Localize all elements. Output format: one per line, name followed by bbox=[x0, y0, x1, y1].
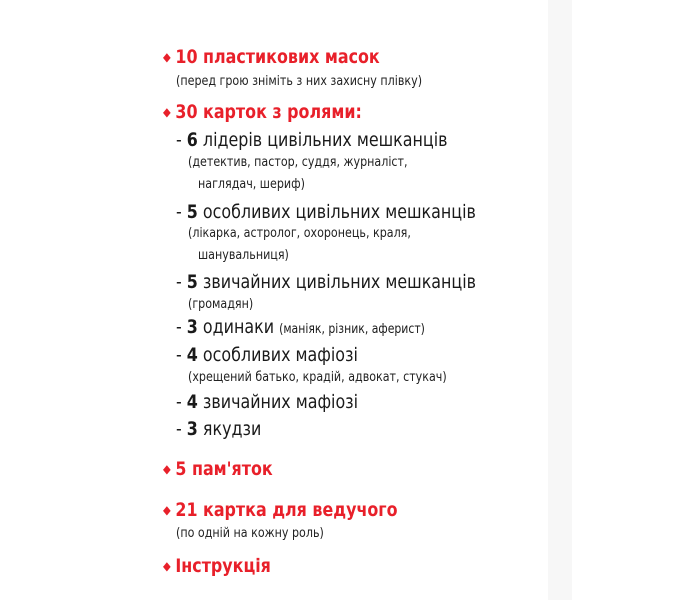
diamond-bullet-icon: ◆ bbox=[163, 559, 171, 573]
sub-note: шанувальниця) bbox=[198, 248, 289, 263]
diamond-bullet-icon: ◆ bbox=[163, 503, 171, 517]
sub-count: 6 bbox=[186, 129, 198, 151]
list-item bbox=[163, 458, 273, 480]
sub-dash: - bbox=[176, 316, 182, 338]
item-title: Інструкція bbox=[175, 555, 271, 577]
sub-label: звичайних мафіозі bbox=[202, 391, 359, 413]
sub-inline-note: (маніяк, різник, аферист) bbox=[279, 322, 425, 337]
sub-item bbox=[176, 344, 358, 366]
sub-item bbox=[176, 418, 261, 440]
sub-dash: - bbox=[176, 344, 182, 366]
item-note: (по одній на кожну роль) bbox=[176, 526, 324, 541]
sub-count: 3 bbox=[186, 418, 198, 440]
sub-count: 4 bbox=[186, 391, 198, 413]
sub-label: звичайних цивільних мешканців bbox=[202, 271, 477, 293]
sub-count: 4 bbox=[186, 344, 198, 366]
list-item bbox=[163, 46, 380, 68]
diamond-bullet-icon: ◆ bbox=[163, 50, 171, 64]
sub-note: (лікарка, астролог, охоронець, краля, bbox=[188, 226, 411, 241]
sub-dash: - bbox=[176, 271, 182, 293]
item-title: 10 пластикових масок bbox=[175, 46, 380, 68]
diamond-bullet-icon: ◆ bbox=[163, 462, 171, 476]
sub-label: одинаки bbox=[202, 316, 275, 338]
sub-item bbox=[176, 391, 358, 413]
diamond-bullet-icon: ◆ bbox=[163, 105, 171, 119]
sub-dash: - bbox=[176, 418, 182, 440]
sub-label: особливих цивільних мешканців bbox=[202, 201, 476, 223]
list-item bbox=[163, 101, 362, 123]
sub-note: наглядач, шериф) bbox=[198, 177, 305, 192]
item-note: (перед грою зніміть з них захисну плівку) bbox=[176, 74, 423, 89]
item-title: 30 карток з ролями: bbox=[175, 101, 362, 123]
item-title: 5 пам'яток bbox=[175, 458, 273, 480]
list-item bbox=[163, 499, 398, 521]
sub-dash: - bbox=[176, 391, 182, 413]
sub-note: (хрещений батько, крадій, адвокат, стукач) bbox=[188, 370, 447, 385]
sub-dash: - bbox=[176, 129, 182, 151]
item-title: 21 картка для ведучого bbox=[175, 499, 398, 521]
sub-dash: - bbox=[176, 201, 182, 223]
sub-note: (детектив, пастор, суддя, журналіст, bbox=[188, 155, 408, 170]
sub-item bbox=[176, 316, 425, 338]
sub-item bbox=[176, 271, 476, 293]
sub-label: особливих мафіозі bbox=[202, 344, 358, 366]
sub-note: (громадян) bbox=[188, 297, 254, 312]
sub-count: 3 bbox=[186, 316, 198, 338]
sub-item bbox=[176, 201, 476, 223]
list-item bbox=[163, 555, 271, 577]
sub-item bbox=[176, 129, 448, 151]
sub-count: 5 bbox=[186, 271, 198, 293]
sub-count: 5 bbox=[186, 201, 198, 223]
sub-label: якудзи bbox=[202, 418, 262, 440]
sub-label: лідерів цивільних мешканців bbox=[202, 129, 448, 151]
